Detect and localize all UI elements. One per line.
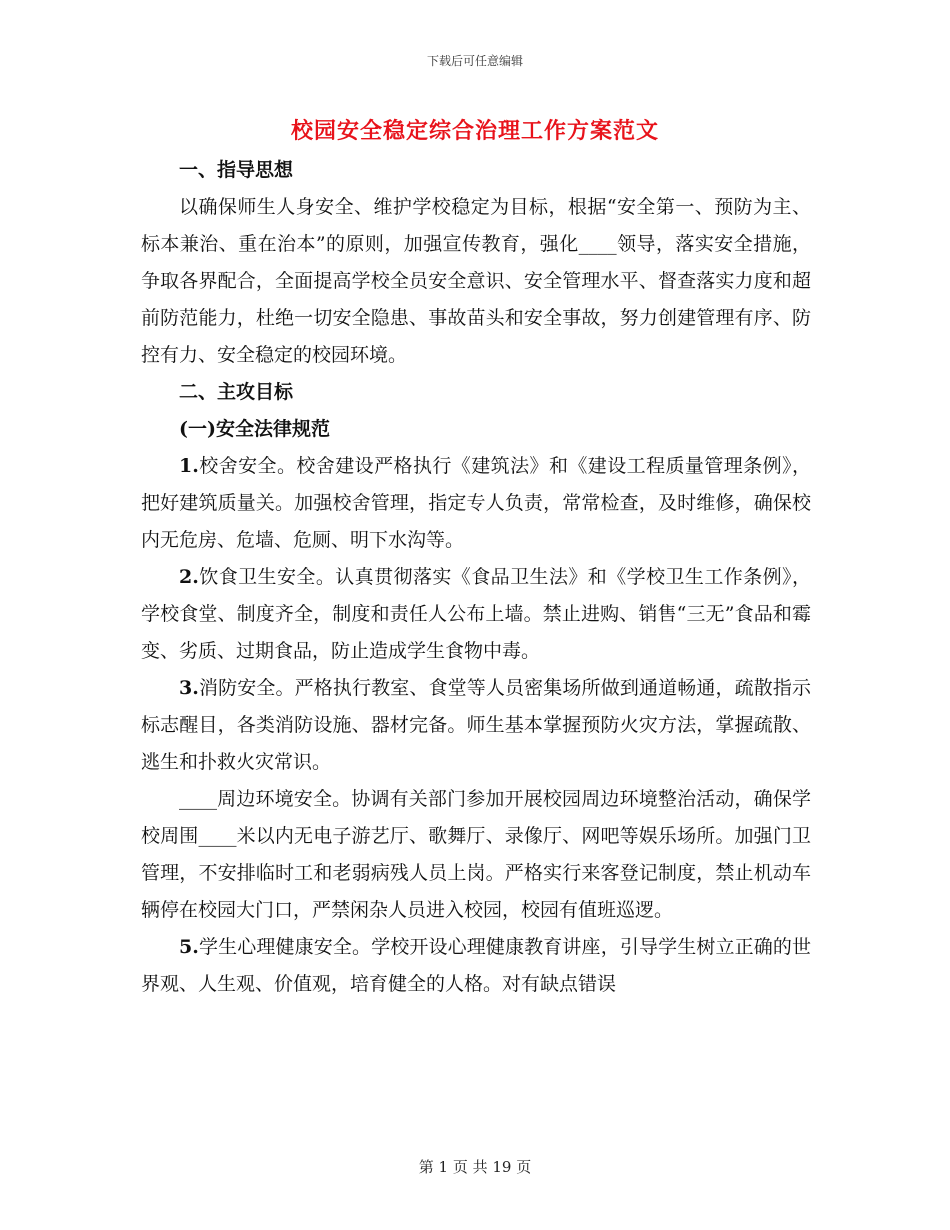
list-item-mental-health (141, 929, 811, 1003)
page-header-note: 下载后可任意编辑 (426, 54, 523, 68)
item-number: 5. (179, 936, 199, 958)
document-title: 校园安全稳定综合治理工作方案范文 (290, 118, 659, 144)
list-item-surrounding-environment: ____周边环境安全。协调有关部门参加开展校园周边环境整治活动，确保学校周围____米以内无电子游艺厅、歌舞厅、录像厅、网吧等娱乐场所。加强门卫管理，不安排临时工和老弱病残人员上岗。严格实行来客登记制度，禁止机动车辆停在校园大门口，严禁闲杂人员进入校园，校园有值班巡逻。 (141, 788, 811, 921)
item-text: 校舍安全。校舍建设严格执行《建筑法》和《建设工程质量管理条例》，把好建筑质量关。加强校舍管理，指定专人负责，常常检查，及时维修，确保校内无危房、危墙、危厕、明下水沟等。 (141, 455, 811, 551)
document-body (141, 152, 811, 1003)
item-number: 1. (179, 455, 199, 477)
subsection-heading-legal-norms: (一)安全法律规范 (179, 418, 330, 440)
page-number-footer: 第 1 页 共 19 页 (418, 1158, 532, 1176)
paragraph-guiding-ideology: 以确保师生人身安全、维护学校稳定为目标，根据“安全第一、预防为主、标本兼治、重在治本”的原则，加强宣传教育，强化____领导，落实安全措施，争取各界配合，全面提高学校全员安全意识、安全管理水平、督查落实力度和超前防范能力，杜绝一切安全隐患、事故苗头和安全事故，努力创建管理有序、防控有力、安全稳定的校园环境。 (141, 196, 811, 366)
item-text: 饮食卫生安全。认真贯彻落实《食品卫生法》和《学校卫生工作条例》，学校食堂、制度齐全，制度和责任人公布上墙。禁止进购、销售“三无”食品和霉变、劣质、过期食品，防止造成学生食物中毒。 (141, 566, 811, 662)
item-text: 消防安全。严格执行教室、食堂等人员密集场所做到通道畅通，疏散指示标志醒目，各类消防设施、器材完备。师生基本掌握预防火灾方法，掌握疏散、逃生和扑救火灾常识。 (141, 677, 811, 773)
item-number: 3. (179, 677, 199, 699)
section-heading-main-goals: 二、主攻目标 (179, 381, 294, 403)
list-item-food-safety (141, 559, 811, 670)
section-heading-guiding-ideology: 一、指导思想 (179, 159, 294, 181)
item-number: 2. (179, 566, 199, 588)
item-text: 学生心理健康安全。学校开设心理健康教育讲座，引导学生树立正确的世界观、人生观、价值观，培育健全的人格。对有缺点错误 (141, 936, 811, 995)
list-item-school-building-safety (141, 448, 811, 559)
list-item-fire-safety (141, 670, 811, 781)
